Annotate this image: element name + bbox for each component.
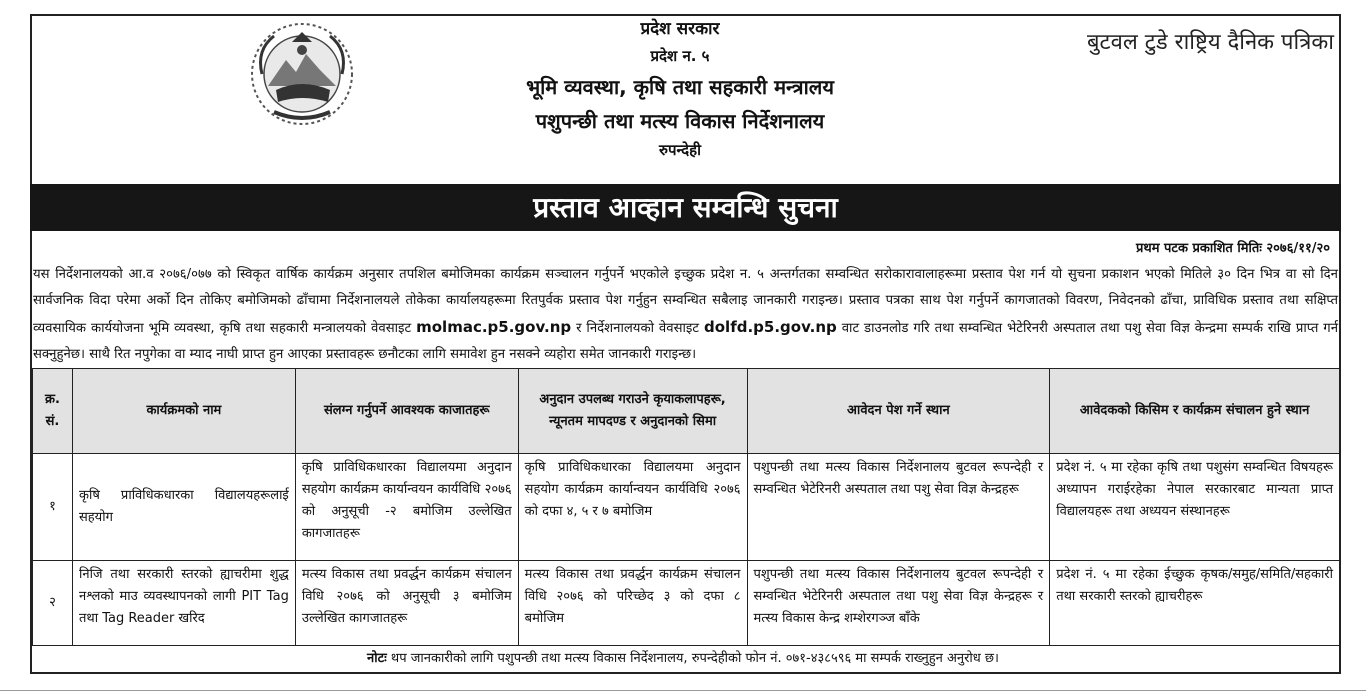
table-row	[33, 454, 1340, 561]
ministry-label: भूमि व्यवस्था, कृषि तथा सहकारी मन्त्रालय	[526, 75, 834, 99]
intro-text-2: र निर्देशनालयको वेवसाइट	[576, 321, 700, 336]
cell-applicant-type: प्रदेश नं. ५ मा रहेका कृषि तथा पशुसंग सम्वन्धित विषयहरू अध्यापन गराईरहेका नेपाल सरकारबाट मान्यता प्राप्त विद्यालयहरू तथा अध्ययन संस्थानहरू	[1050, 454, 1340, 561]
notice-title: प्रस्ताव आव्हान सम्वन्धि सुचना	[30, 184, 1341, 231]
table-header-row	[33, 369, 1340, 454]
cell-submission-place: पशुपन्छी तथा मत्स्य विकास निर्देशनालय बुटवल रूपन्देही र सम्वन्धित भेटेरिनरी अस्पताल तथा पशु सेवा विज्ञ केन्द्रहरू र मत्स्य विकास केन्द्र शम्शेरगञ्ज बाँके	[747, 561, 1050, 646]
footer-note	[0, 648, 1366, 666]
table-row	[33, 561, 1340, 646]
issuer-header	[440, 18, 920, 160]
cell-documents: मत्स्य विकास तथा प्रवर्द्धन कार्यक्रम संचालन विधि २०७६ को अनुसूची ३ बमोजिम उल्लेखित कागजातहरू	[295, 561, 518, 646]
cell-submission-place: पशुपन्छी तथा मत्स्य विकास निर्देशनालय बुटवल रूपन्देही र सम्वन्धित भेटेरिनरी अस्पताल तथा पशु सेवा विज्ञ केन्द्रहरू	[747, 454, 1050, 561]
bottom-divider	[0, 690, 1366, 691]
intro-paragraph	[33, 262, 1338, 368]
header-documents: संलग्न गर्नुपर्ने आवश्यक काजातहरू	[295, 369, 518, 454]
directorate-website-link[interactable]: dolfd.p5.gov.np	[704, 318, 837, 336]
header-applicant-type: आवेदकको किसिम र कार्यक्रम संचालन हुने स्थान	[1050, 369, 1340, 454]
cell-applicant-type: प्रदेश नं. ५ मा रहेका ईच्छुक कृषक/समुह/समिति/सहकारी तथा सरकारी स्तरको ह्याचरीहरू	[1050, 561, 1340, 646]
district-label: रुपन्देही	[659, 141, 701, 159]
publication-date: प्रथम पटक प्रकाशित मितिः २०७६/११/२०	[1136, 241, 1330, 256]
intro-text-1: यस निर्देशनालयको आ.व २०७६/०७७ को स्विकृत वार्षिक कार्यक्रम अनुसार तपशिल बमोजिमका कार्यक्रम सञ्चालन गर्नुपर्ने भएकोले इच्छुक प्रदेश न. ५ अन्तर्गतका सम्वन्धित सरोकारावालाहरूमा प्रस्ताव पेश गर्न यो सुचना प्रकाशन भएको मितिले ३० दिन भित्र वा सो दिन सार्वजनिक विदा परेमा अर्को दिन तोकिए बमोजिमको ढाँचामा निर्देशनालयले तोकेका कार्यालयहरूमा रितपुर्वक प्रस्ताव पेश गर्नुहुन सम्वन्धित सबैलाइ जानकारी गराइन्छ। प्रस्ताव पत्रका साथ पेश गर्नुपर्ने कागजातको विवरण, निवेदनको ढाँचा, प्राविधिक प्रस्ताव तथा सक्षिप्त व्यवसायिक कार्ययोजना भूमि व्यवस्था, कृषि तथा सहकारी मन्त्रालयको वेवसाइट	[33, 267, 1338, 336]
header-program-name: कार्यक्रमको नाम	[72, 369, 295, 454]
note-label: नोटः	[367, 651, 387, 666]
government-label: प्रदेश सरकार	[640, 19, 720, 39]
header-grant: अनुदान उपलब्ध गराउने कृयाकलापहरू, न्यूनतम मापदण्ड र अनुदानको सिमा	[518, 369, 747, 454]
cell-serial: १	[33, 454, 73, 561]
cell-documents: कृषि प्राविधिकधारका विद्यालयमा अनुदान सहयोग कार्यक्रम कार्यान्वयन कार्यविधि २०७६ को अनुसूची -२ बमोजिम उल्लेखित कागजातहरू	[295, 454, 518, 561]
program-table	[32, 368, 1340, 646]
cell-grant: कृषि प्राविधिकधारका विद्यालयमा अनुदान सहयोग कार्यक्रम कार्यान्वयन कार्यविधि २०७६ को दफा ४, ५ र ७ बमोजिम	[518, 454, 747, 561]
header-submission-place: आवेदन पेश गर्ने स्थान	[747, 369, 1050, 454]
intro-text-3: वाट डाउनलोड गरि तथा सम्वन्धित भेटेरिनरी अस्पताल तथा पशु सेवा विज्ञ केन्द्रमा सम्पर्क राखि प्राप्त गर्न सक्नुहुनेछ। साथै रित नपुगेका वा म्याद नाघी प्राप्त हुन आएका प्रस्तावहरू छनौटका लागि समावेश हुन नसक्ने व्यहोरा समेत जानकारी गराइन्छ।	[33, 321, 1339, 362]
header-serial: क्र. सं.	[33, 369, 73, 454]
ministry-website-link[interactable]: molmac.p5.gov.np	[416, 318, 572, 336]
directorate-label: पशुपन्छी तथा मत्स्य विकास निर्देशनालय	[535, 109, 825, 133]
nepal-emblem-icon	[248, 20, 356, 128]
province-label: प्रदेश न. ५	[650, 47, 710, 65]
cell-grant: मत्स्य विकास तथा प्रवर्द्धन कार्यक्रम संचालन विधि २०७६ को परिच्छेद ३ को दफा ८ बमोजिम	[518, 561, 747, 646]
cell-program-name: कृषि प्राविधिकधारका विद्यालयहरूलाई सहयोग	[72, 454, 295, 561]
cell-serial: २	[33, 561, 73, 646]
newspaper-name: बुटवल टुडे राष्ट्रिय दैनिक पत्रिका	[1086, 30, 1334, 55]
note-text: थप जानकारीको लागि पशुपन्छी तथा मत्स्य विकास निर्देशनालय, रुपन्देहीको फोन नं. ०७१-४३८५९६ मा सम्पर्क राख्नुहुन अनुरोध छ।	[390, 651, 999, 666]
cell-program-name: निजि तथा सरकारी स्तरको ह्याचरीमा शुद्ध नश्लको माउ व्यवस्थापनको लागी PIT Tag तथा Tag Reader खरिद	[72, 561, 295, 646]
